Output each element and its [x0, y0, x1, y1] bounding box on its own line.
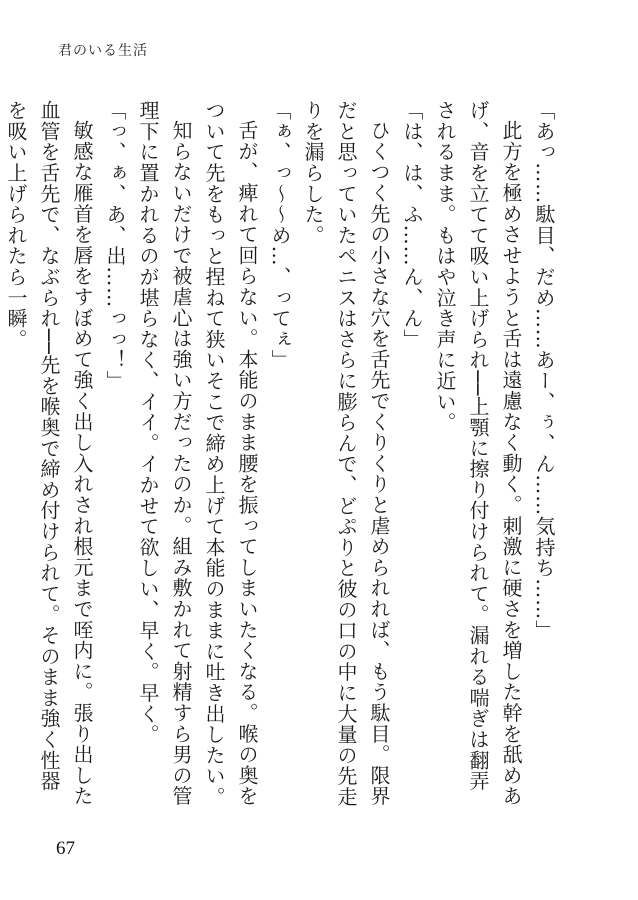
paragraph: 知らないだけで被虐心は強い方だったのか。組み敷かれて射精すら男の管理下に置かれるのが堪らなく、イイ。イかせて欲しい、早く。早く。 — [136, 100, 193, 807]
running-header-title: 君のいる生活 — [58, 43, 148, 59]
paragraph: 「は、は、ふ……ん、ん」 — [400, 100, 424, 350]
paragraph: 敏感な雁首を唇をすぼめて強く出し入れされ根元まで咥内に。張り出した血管を舌先で、なぶられ──先を喉奥で締め付けられて。そのまま強く性器を吸い上げられたら一瞬。 — [4, 100, 94, 807]
paragraph: 此方を極めさせようと舌は遠慮なく動く。刺激に硬さを増した幹を舐めあげ、音を立てて吸い上げられ──上顎に擦り付けられて。漏れる喘ぎは翻弄されるまま。もはや泣き声に近い。 — [433, 100, 523, 807]
page-number: 67 — [56, 838, 75, 859]
paragraph: 「ぁ、っ～～め…、ってぇ」 — [268, 100, 292, 371]
vertical-text-body — [4, 100, 560, 810]
paragraph: ひくつく先の小さな穴を舌先でくりくりと虐められれば、もう駄目。限界だと思っていたペニスはさらに膨らんで、どぷりと彼の口の中に大量の先走りを漏らした。 — [301, 100, 391, 808]
paragraph: 「っ、ぁ、あ、出……っっ！」 — [103, 100, 127, 392]
paragraph: 「あっ……駄目、だめ……あー、ぅ、ん……気持ち……」 — [532, 100, 556, 641]
paragraph: 舌が、痺れて回らない。本能のまま腰を振ってしまいたくなる。喉の奥をついて先をもっと捏ねて狭いそこで締め上げて本能のままに吐き出したい。 — [202, 100, 259, 808]
